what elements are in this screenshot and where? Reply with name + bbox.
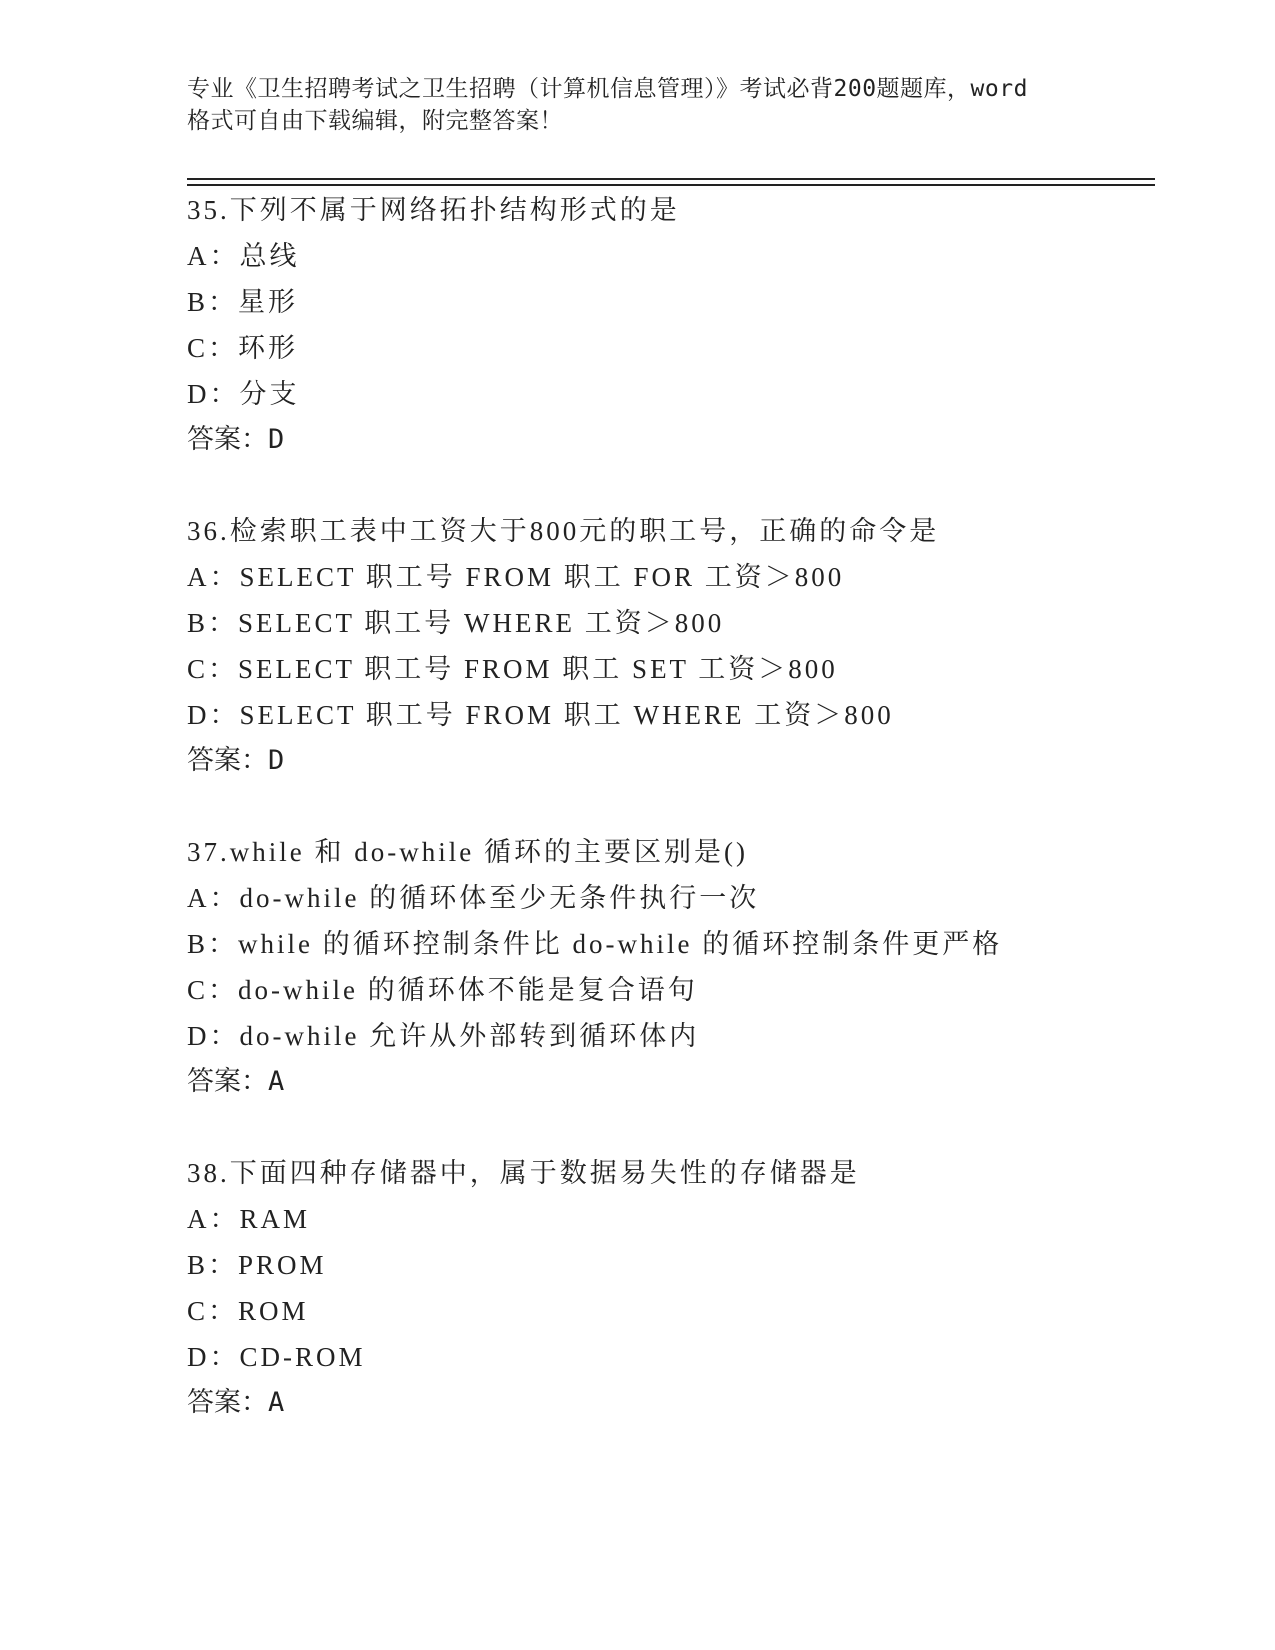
header-divider-top	[187, 178, 1155, 180]
option-d: D：CD-ROM	[187, 1342, 366, 1372]
option-d: D：SELECT 职工号 FROM 职工 WHERE 工资＞800	[187, 700, 894, 730]
answer-label: 答案：A	[187, 1066, 285, 1097]
question-stem: 37.while 和 do-while 循环的主要区别是()	[187, 837, 748, 867]
option-c: C：do-while 的循环体不能是复合语句	[187, 975, 698, 1005]
option-a: A：总线	[187, 241, 300, 271]
option-a: A：do-while 的循环体至少无条件执行一次	[187, 883, 760, 913]
question-37	[187, 829, 1002, 1105]
header-line-2: 格式可自由下载编辑，附完整答案！	[187, 108, 563, 134]
document-header	[187, 73, 1087, 137]
option-b: B：while 的循环控制条件比 do-while 的循环控制条件更严格	[187, 929, 1003, 959]
option-c: C：ROM	[187, 1296, 309, 1326]
question-38	[187, 1150, 860, 1426]
answer-label: 答案：D	[187, 424, 285, 455]
question-stem: 38.下面四种存储器中，属于数据易失性的存储器是	[187, 1158, 860, 1188]
option-c: C：环形	[187, 333, 299, 363]
option-b: B：星形	[187, 287, 299, 317]
question-36	[187, 508, 939, 784]
header-divider-bottom	[187, 184, 1155, 186]
option-a: A：RAM	[187, 1204, 311, 1234]
question-stem: 35.下列不属于网络拓扑结构形式的是	[187, 195, 680, 225]
header-line-1: 专业《卫生招聘考试之卫生招聘（计算机信息管理）》考试必背200题题库，word	[187, 76, 1028, 102]
option-d: D：分支	[187, 379, 300, 409]
option-c: C：SELECT 职工号 FROM 职工 SET 工资＞800	[187, 654, 838, 684]
option-b: B：PROM	[187, 1250, 327, 1280]
answer-label: 答案：A	[187, 1387, 285, 1418]
answer-label: 答案：D	[187, 745, 285, 776]
option-d: D：do-while 允许从外部转到循环体内	[187, 1021, 700, 1051]
option-b: B：SELECT 职工号 WHERE 工资＞800	[187, 608, 725, 638]
question-stem: 36.检索职工表中工资大于800元的职工号，正确的命令是	[187, 516, 940, 546]
question-35	[187, 187, 680, 463]
option-a: A：SELECT 职工号 FROM 职工 FOR 工资＞800	[187, 562, 845, 592]
